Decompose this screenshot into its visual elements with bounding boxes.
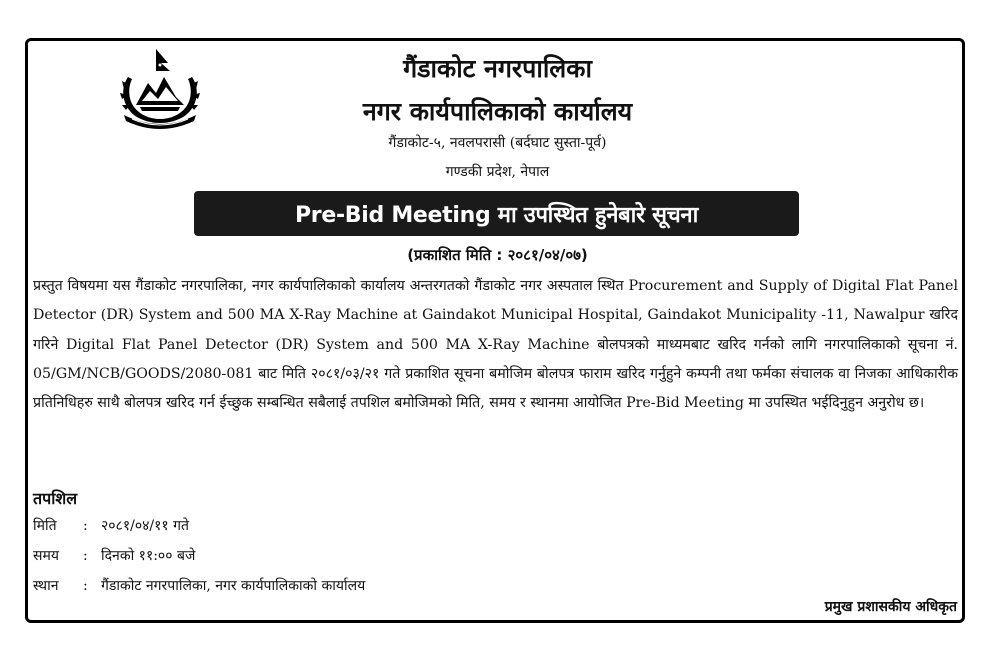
province: गण्डकी प्रदेश, नेपाल bbox=[445, 164, 550, 180]
published-date: (प्रकाशित मिति : २०८१/०४/०७) bbox=[407, 246, 588, 264]
nepal-emblem-icon bbox=[112, 47, 208, 129]
detail-row-date bbox=[33, 515, 189, 537]
time-value: दिनको ११:०० बजे bbox=[101, 548, 196, 564]
details-heading: तपशिल bbox=[33, 489, 78, 508]
notice-body: प्रस्तुत विषयमा यस गैंडाकोट नगरपालिका, नगर कार्यपालिकाको कार्यालय अन्तरगतको गैंडाकोट नगर अस्पताल स्थित Procurement and Supply of Digital Flat Panel Detector (DR) System and 500 MA X-Ray Machine at Gaindakot Municipal Hospital, Gaindakot Municipality -11, Nawalpur खरिद गरिने Digital Flat Panel Detector (DR) System and 500 MA X-Ray Machine बोलपत्रको माध्यमबाट खरिद गर्नको लागि नगरपालिकाको सूचना नं. 05/GM/NCB/GOODS/2080-081 बाट मिति २०८१/०३/२१ गते प्रकाशित सूचना बमोजिम बोलपत्र फाराम खरिद गर्नुहुने कम्पनी तथा फर्मका संचालक वा निजका आधिकारीक प्रतिनिधिहरु साथै बोलपत्र खरिद गर्न ईच्छुक सम्बन्धित सबैलाई तपशिल बमोजिमको मिति, समय र स्थानमा आयोजित Pre-Bid Meeting मा उपस्थित भईदिनुहुन अनुरोध छ। bbox=[33, 278, 958, 412]
detail-row-time bbox=[33, 545, 195, 567]
place-label: स्थान bbox=[33, 578, 59, 594]
date-separator: : bbox=[83, 518, 88, 534]
place-value: गैंडाकोट नगरपालिका, नगर कार्यपालिकाको कार्यालय bbox=[101, 578, 366, 594]
date-label: मिति bbox=[33, 518, 57, 534]
address: गैंडाकोट-५, नवलपरासी (बर्दघाट सुस्ता-पूर्व) bbox=[388, 135, 607, 151]
time-label: समय bbox=[33, 548, 59, 564]
detail-row-place bbox=[33, 575, 365, 597]
office-name: नगर कार्यपालिकाको कार्यालय bbox=[362, 97, 633, 126]
notice-title: Pre-Bid Meeting मा उपस्थित हुनेबारे सूचना bbox=[294, 202, 698, 228]
signatory: प्रमुख प्रशासकीय अधिकृत bbox=[824, 599, 957, 615]
place-separator: : bbox=[83, 578, 88, 594]
municipality-name: गैंडाकोट नगरपालिका bbox=[403, 54, 592, 83]
date-value: २०८१/०४/११ गते bbox=[101, 518, 189, 534]
notice-title-banner bbox=[194, 191, 799, 236]
time-separator: : bbox=[83, 548, 88, 564]
